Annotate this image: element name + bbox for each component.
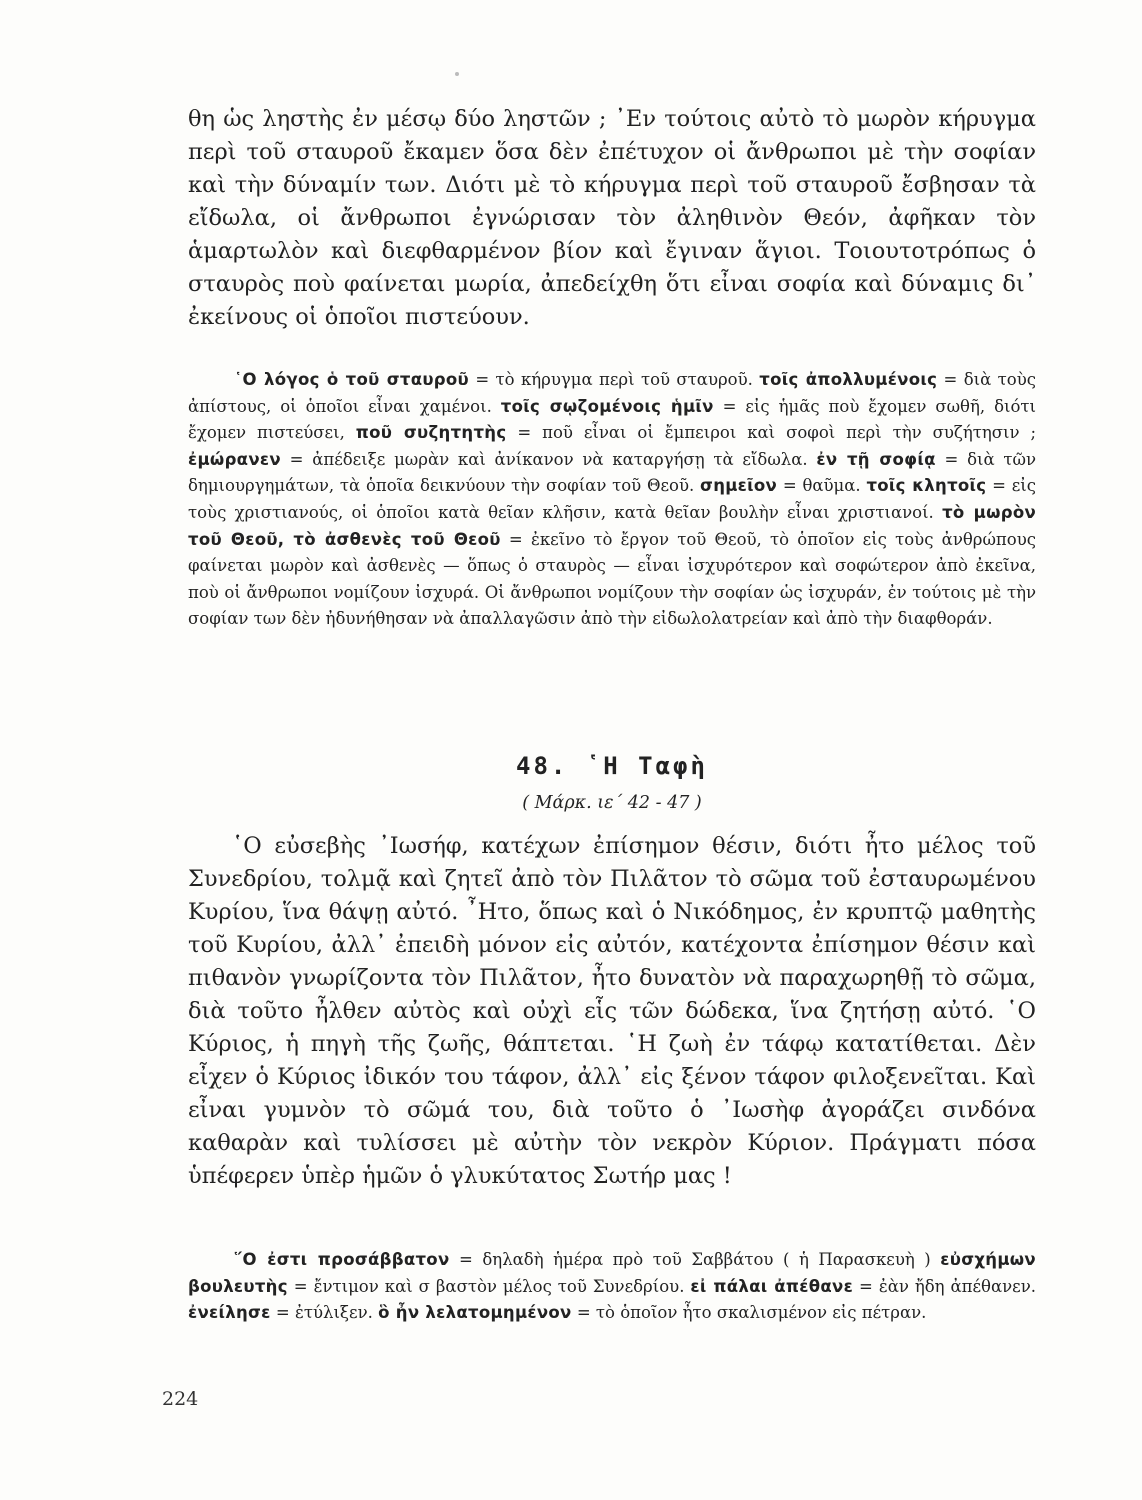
note-term: ἐν τῇ σοφίᾳ	[816, 449, 936, 469]
print-speck	[455, 72, 459, 76]
note-gloss: = δηλαδὴ ἡμέρα πρὸ τοῦ Σαββάτου ( ἡ Παρασκευὴ )	[449, 1250, 941, 1269]
note-gloss: = ἐκεῖνο τὸ ἔργον τοῦ Θεοῦ, τὸ ὁποῖον εἰς τοὺς ἀνθρώπους φαίνεται μωρὸν καὶ ἀσθενὲς — ὅπως ὁ σταυρὸς — εἶναι ἰσχυρότερον καὶ σοφώτερον ἀπὸ ἐκεῖνα, ποὺ οἱ ἄνθρωποι νομίζουν ἰσχυρά. Οἱ ἄνθρωποι νομίζουν τὴν σοφίαν ὡς ἰσχυράν, ἐν τούτοις μὲ τὴν σοφίαν των δὲν ἠδυνήθησαν νὰ ἀπαλλαγῶσιν ἀπὸ τὴν εἰδωλολατρείαν καὶ ἀπὸ τὴν διαφθοράν.	[188, 529, 1036, 629]
note-gloss: = εἰς τοὺς χριστιανούς, οἱ ὁποῖοι κατὰ θεῖαν κλῆσιν, κατὰ θεῖαν βουλὴν εἶναι χριστιανοί.	[188, 476, 1036, 522]
intro-text: θη ὡς ληστὴς ἐν μέσῳ δύο ληστῶν ; ᾿Εν τούτοις αὐτὸ τὸ μωρὸν κήρυγμα περὶ τοῦ σταυροῦ ἔκαμεν ὅσα δὲν ἐπέτυχον οἱ ἄνθρωποι μὲ τὴν σοφίαν καὶ τὴν δύναμίν των. Διότι μὲ τὸ κήρυγμα περὶ τοῦ σταυροῦ ἔσβησαν τὰ εἴδωλα, οἱ ἄνθρωποι ἐγνώρισαν τὸν ἀληθινὸν Θεόν, ἀφῆκαν τὸν ἁμαρτωλὸν καὶ διεφθαρμένον βίον καὶ ἔγιναν ἅγιοι. Τοιουτοτρόπως ὁ σταυρὸς ποὺ φαίνεται μωρία, ἀπεδείχθη ὅτι εἶναι σοφία καὶ δύναμις δι᾿ ἐκείνους οἱ ὁποῖοι πιστεύουν.	[188, 106, 1036, 330]
note-gloss: = τὸ κήρυγμα περὶ τοῦ σταυροῦ.	[468, 370, 760, 389]
note-term: ῞Ο ἐστι προσάββατον	[234, 1250, 450, 1269]
notes-block-2	[188, 1247, 1036, 1327]
section-reference: ( Μάρκ. ιε΄ 42 - 47 )	[522, 793, 702, 813]
note-term: ὃ ἦν λελατομημένον	[378, 1303, 572, 1323]
note-term: ποῦ συζητητὴς	[355, 423, 507, 443]
note-gloss: = τὸ ὁποῖον ἦτο σκαλισμένον εἰς πέτραν.	[571, 1303, 927, 1323]
note-term: τοῖς σῳζομένοις ἡμῖν	[500, 396, 714, 416]
notes-paragraph-1	[188, 367, 1036, 633]
note-term: εἰ πάλαι ἀπέθανε	[690, 1276, 854, 1296]
note-gloss: = εἰς ἡμᾶς ποὺ ἔχομεν σωθῆ, διότι ἔχομεν πιστεύσει,	[188, 396, 1036, 443]
note-term: τὸ μωρὸν τοῦ Θεοῦ, τὸ ἀσθενὲς τοῦ Θεοῦ	[188, 502, 1036, 549]
note-term: ῾Ο λόγος ὁ τοῦ σταυροῦ	[234, 370, 469, 389]
main-text-wrapper	[188, 830, 1036, 1193]
intro-paragraph	[188, 103, 1036, 334]
notes-paragraph-2	[188, 1247, 1036, 1327]
note-term: τοῖς ἀπολλυμένοις	[759, 370, 938, 389]
main-text: ῾Ο εὐσεβὴς ᾿Ιωσήφ, κατέχων ἐπίσημον θέσιν, διότι ἦτο μέλος τοῦ Συνεδρίου, τολμᾷ καὶ ζητεῖ ἀπὸ τὸν Πιλᾶτον τὸ σῶμα τοῦ ἐσταυρωμένου Κυρίου, ἵνα θάψῃ αὐτό. ῏Ητο, ὅπως καὶ ὁ Νικόδημος, ἐν κρυπτῷ μαθητὴς τοῦ Κυρίου, ἀλλ᾿ ἐπειδὴ μόνον εἰς αὐτόν, κατέχοντα ἐπίσημον θέσιν καὶ πιθανὸν γνωρίζοντα τὸν Πιλᾶτον, ἦτο δυνατὸν νὰ παραχωρηθῇ τὸ σῶμα, διὰ τοῦτο ἦλθεν αὐτὸς καὶ οὐχὶ εἷς τῶν δώδεκα, ἵνα ζητήσῃ αὐτό. ῾Ο Κύριος, ἡ πηγὴ τῆς ζωῆς, θάπτεται. ῾Η ζωὴ ἐν τάφῳ κατατίθεται. Δὲν εἶχεν ὁ Κύριος ἰδικόν του τάφον, ἀλλ᾿ εἰς ξένον τάφον φιλοξενεῖται. Καὶ εἶναι γυμνὸν τὸ σῶμά του, διὰ τοῦτο ὁ ᾿Ιωσὴφ ἀγοράζει σινδόνα καθαρὰν καὶ τυλίσσει μὲ αὐτὴν τὸν νεκρὸν Κύριον. Πράγματι πόσα ὑπέφερεν ὑπὲρ ἡμῶν ὁ γλυκύτατος Σωτήρ μας !	[188, 833, 1036, 1189]
section-title: 48. ῾Η Ταφὴ	[516, 752, 708, 780]
note-gloss: = θαῦμα.	[777, 476, 867, 496]
note-gloss: = ἀπέδειξε μωρὰν καὶ ἀνίκανον νὰ καταργήσῃ τὰ εἴδωλα.	[280, 449, 817, 469]
note-gloss: = διὰ τῶν δημιουργημάτων, τὰ ὁποῖα δεικνύουν τὴν σοφίαν τοῦ Θεοῦ.	[188, 449, 1036, 496]
notes-block-1	[188, 367, 1036, 633]
main-paragraph	[188, 830, 1036, 1193]
note-gloss: = ἐτύλιξεν.	[270, 1303, 379, 1323]
note-gloss: = ποῦ εἶναι οἱ ἔμπειροι καὶ σοφοὶ περὶ τὴν συζήτησιν ;	[506, 423, 1037, 443]
note-gloss: = ἔντιμον καὶ σ βαστὸν μέλος τοῦ Συνεδρίου.	[287, 1276, 691, 1296]
note-term: ἐμώρανεν	[188, 449, 281, 469]
note-gloss: = ἐὰν ἤδη ἀπέθανεν.	[853, 1276, 1036, 1296]
note-term: ἐνείλησε	[188, 1303, 271, 1323]
page-number: 224	[162, 1388, 199, 1410]
note-gloss: = διὰ τοὺς ἀπίστους, οἱ ὁποῖοι εἶναι χαμένοι.	[188, 370, 1036, 416]
note-term: τοῖς κλητοῖς	[866, 476, 987, 496]
note-term: εὐσχήμων βουλευτὴς	[188, 1250, 1036, 1296]
note-term: σημεῖον	[700, 476, 778, 496]
